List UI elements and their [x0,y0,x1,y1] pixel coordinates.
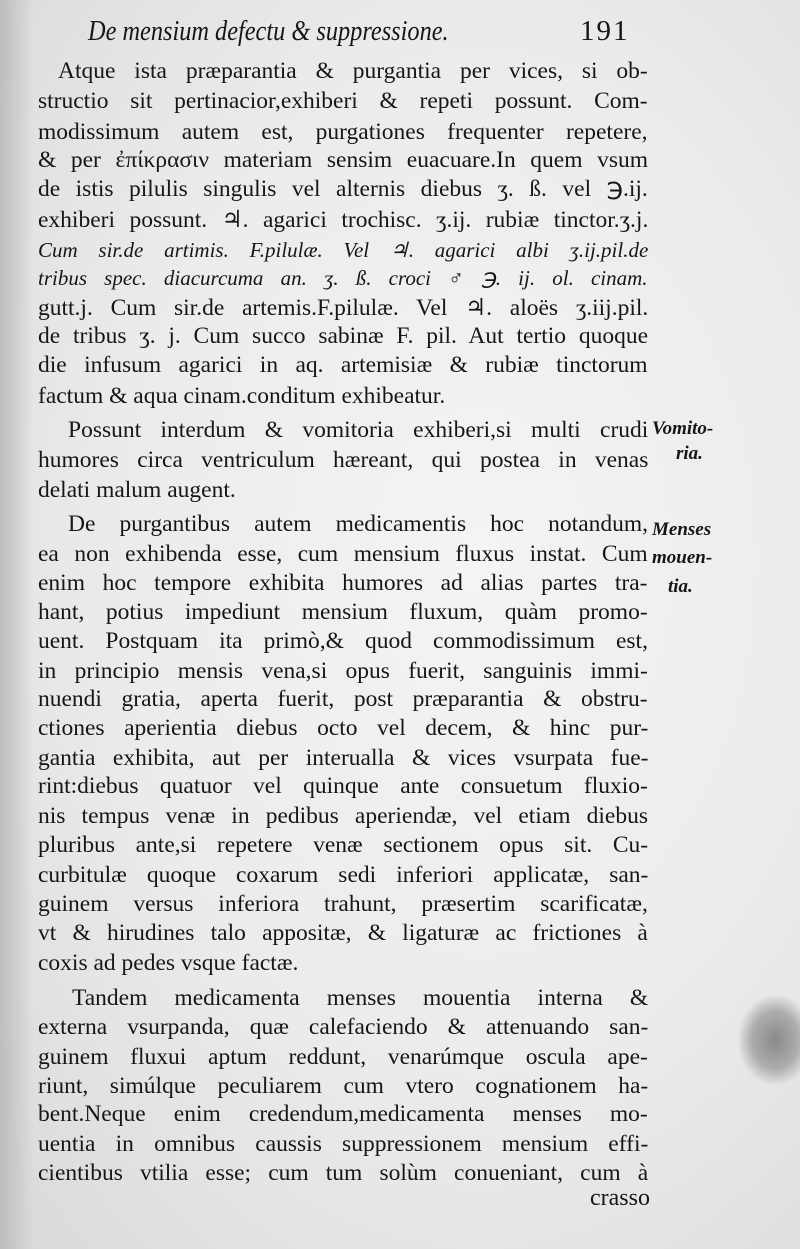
text-line: humores circa ventriculum hæreant, qui postea in venas [38,447,649,473]
text-line: uent. Postquam ita primò,& quod commodissimum est, [38,628,648,654]
margin-note-menses: Menses [652,519,712,540]
text-line: enim hoc tempore exhibita humores ad alias partes tra- [38,570,648,596]
text-line: in principio mensis vena,si opus fuerit, sanguinis immi- [38,658,648,684]
text-line: externa vsurpanda, quæ calefaciendo & attenuando san- [38,1014,649,1040]
text-line: nuendi gratia, aperta fuerit, post præparantia & obstru- [38,686,648,712]
text-line: ea non exhibenda esse, cum mensium fluxus instat. Cum [38,541,648,567]
text-line: & per ἐπίκρασιν materiam sensim euacuare.In quem vsum [38,147,649,173]
text-line: coxis ad pedes vsque factæ. [38,950,299,976]
text-line: uentia in omnibus caussis suppressionem mensium effi- [38,1131,649,1157]
running-title: De mensium defectu & suppressione. [88,15,449,47]
text-line: Cum sir.de artimis. F.pilulæ. Vel ♃. agarici albi ʒ.ij.pil.de [38,238,649,262]
text-line: guinem fluxui aptum reddunt, venarúmque oscula ape- [38,1044,648,1070]
text-line: Possunt interdum & vomitoria exhiberi,si multi crudi [68,417,649,443]
text-line: modissimum autem est, purgationes frequenter repetere, [38,119,648,145]
text-line: de istis pilulis singulis vel alternis diebus ʒ. ß. vel ℈.ij. [38,176,648,202]
text-line: cientibus vtilia esse; cum tum solùm conueniant, cum à [38,1160,649,1186]
catchword: crasso [590,1185,650,1211]
margin-note-menses-end: tia. [668,576,693,597]
text-line: nis tempus venæ in pedibus aperiendæ, vel etiam diebus [38,803,649,829]
text-line: hant, potius impediunt mensium fluxum, quàm promo- [38,599,648,625]
text-line: De purgantibus autem medicamentis hoc notandum, [68,511,649,537]
text-line: riunt, simúlque peculiarem cum vtero cognationem ha- [38,1073,649,1099]
text-line: Atque ista præparantia & purgantia per vices, si ob- [58,58,648,84]
text-line: gutt.j. Cum sir.de artemis.F.pilulæ. Vel ♃. aloës ʒ.iij.pil. [38,295,649,321]
text-line: exhiberi possunt. ♃. agarici trochisc. ʒ.ij. rubiæ tinctor.ʒ.j. [38,207,649,233]
text-line: de tribus ʒ. j. Cum succo sabinæ F. pil. Aut tertio quoque [38,323,649,349]
text-line: die infusum agarici in aq. artemisiæ & rubiæ tinctorum [38,352,648,378]
text-line: delati malum augent. [38,477,236,503]
text-line: bent.Neque enim credendum,medicamenta menses mo- [38,1101,648,1127]
margin-note-menses-cont: mouen- [652,547,713,568]
text-line: tribus spec. diacurcuma an. ʒ. ß. croci ♂ ℈. ij. ol. cinam. [38,266,648,290]
text-line: curbitulæ quoque coxarum sedi inferiori applicatæ, san- [38,862,649,888]
text-line: Tandem medicamenta menses mouentia interna & [72,985,649,1011]
text-line: ctiones aperientia diebus octo vel decem, & hinc pur- [38,715,649,741]
text-line: guinem versus inferiora trahunt, præsertim scarificatæ, [38,891,648,917]
margin-note-vomitoria: Vomito- [652,418,714,439]
text-line: factum & aqua cinam.conditum exhibeatur. [38,383,446,409]
paper-stain [738,995,800,1085]
text-line: gantia exhibita, aut per interualla & vices vsurpata fue- [38,745,649,771]
text-line: vt & hirudines talo appositæ, & ligaturæ ac frictiones à [38,920,648,946]
text-line: rint:diebus quatuor vel quinque ante consuetum fluxio- [38,773,648,799]
text-line: pluribus ante,si repetere venæ sectionem opus sit. Cu- [38,832,649,858]
gutter-shadow [0,0,34,1249]
page-number: 191 [580,15,630,47]
text-line: structio sit pertinacior,exhiberi & repeti possunt. Com- [38,88,648,114]
margin-note-vomitoria-cont: ria. [676,443,703,464]
